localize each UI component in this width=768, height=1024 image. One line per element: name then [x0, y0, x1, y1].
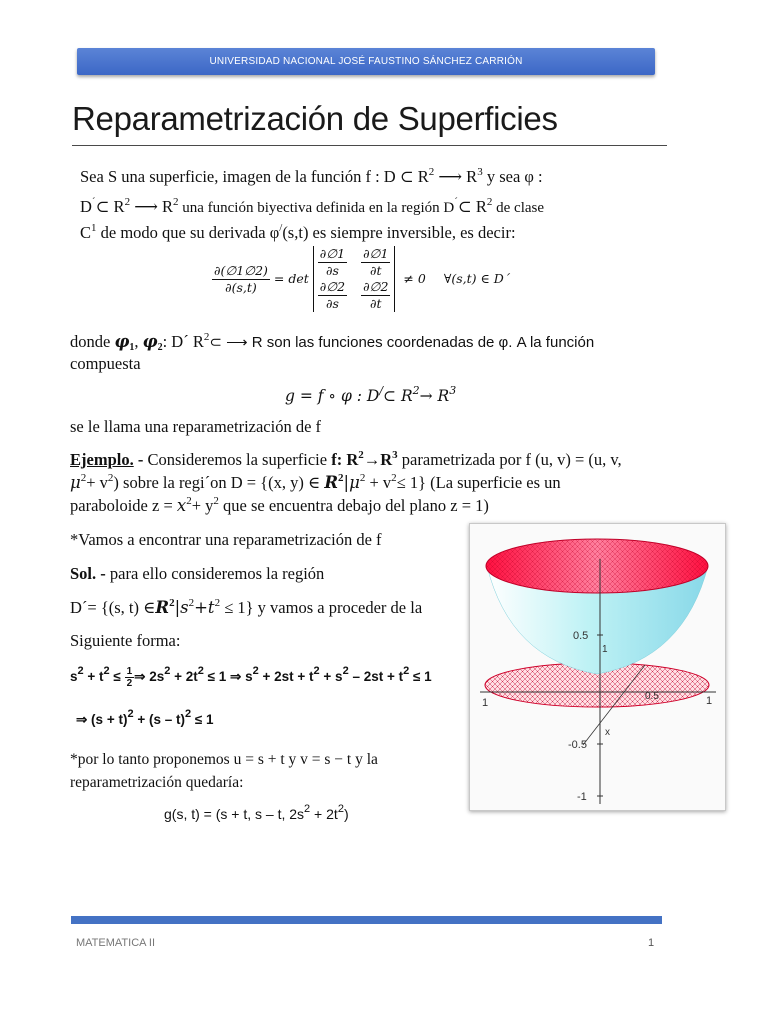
para1-line2: D´⊂ $R^2$ ⟶ $R^2$ una función biyectiva definida en la región D´⊂ $R^2$ de clase: [80, 196, 545, 216]
proponemos-line1: *por lo tanto proponemos u = s + t y v = s − t y la: [70, 751, 378, 768]
dregion-line: D´= {(s, t) $\in R^2|s^2+t^2 \le 1$} y vamos a proceder de la: [70, 597, 423, 617]
g-formula: g(s, t) = (s + t, s – t, $2s^2 + 2t^2$): [164, 803, 349, 822]
tick-neg1: -1: [577, 791, 587, 803]
para3: se le llama una reparametrización de f: [70, 417, 322, 436]
tick-1-right: 1: [706, 695, 713, 707]
tick-0-5: 0.5: [573, 630, 589, 642]
paraboloid-plot: [470, 524, 725, 810]
composition-formula: g = f ∘ φ : D/⊂ $R^2\to R^3$: [285, 384, 457, 405]
footer-bar: [71, 916, 662, 924]
axis-label-x: x: [605, 727, 610, 738]
determinant-matrix: $\frac{\partial\emptyset 1}{\partial s}$ $\frac{\partial\emptyset 1}{\partial t}$ $\frac{\partial\emptyset 2}{\partial s}$ $\frac{\partial\emptyset 2}{\partial t}$: [313, 246, 396, 312]
siguiente-text: Siguiente forma:: [70, 631, 181, 650]
example-line3: paraboloide $z = x^2+ y^2$ que se encuentra debajo del plano z = 1): [70, 495, 489, 515]
inequality-2: ⇒ $(s + t)^2 + (s - t)^2 \le 1$: [76, 708, 214, 727]
para1-line3: $C^1$ de modo que su derivada φ/(s,t) es siempre inversible, es decir:: [80, 222, 516, 242]
tick-1-left: 1: [482, 697, 489, 709]
para2-line2: compuesta: [70, 354, 141, 373]
tick-0-5-x: 0.5: [645, 691, 659, 702]
tick-neg0-5: -0.5: [568, 739, 587, 751]
jacobian-lhs: $\frac{\partial(\emptyset 1\emptyset 2)}{\partial(s,t)}$: [214, 262, 268, 295]
header-banner: [77, 48, 655, 75]
sol-line: Sol. - para ello consideremos la región: [70, 564, 325, 583]
inequality-1: $s^2 + t^2$ ≤ $\frac{1}{2}$ ⇒ $2s^2 + 2t^2 \le 1$ ⇒ $s^2 + 2st + t^2 + s^2 - 2st + t^2 \le 1$: [70, 665, 432, 689]
vamos-text: *Vamos a encontrar una reparametrización de f: [70, 530, 382, 549]
university-name: UNIVERSIDAD NACIONAL JOSÉ FAUSTINO SÁNCHEZ CARRIÓN: [209, 56, 523, 67]
para2-line1: donde $\varphi_1$, $\varphi_2$: D´ $R^2\subset$ ⟶ R son las funciones coordenadas de φ. A la función: [70, 331, 595, 353]
tick-1-z: 1: [602, 644, 608, 655]
example-line2: $\mu^2+ v^2$) sobre la regi´on D = {(x, y) ∈ $R^2|\mu^2 + v^2\le 1$} (La superficie es un: [70, 472, 561, 492]
title-underline: [72, 145, 667, 146]
jacobian-formula: $\frac{\partial(\emptyset 1\emptyset 2)}{\partial(s,t)}$ = det $\frac{\partial\emptyset 1}{\partial s}$ $\frac{\partial\emptyset 1}{\partial t}$ $\frac{\partial\emptyset 2}{\partial s}$ $\frac{\partial\emptyset 2}{\partial t}$ ≠ 0 ∀(s,t) ∈ D´: [214, 246, 510, 311]
proponemos-line2: reparametrización quedaría:: [70, 774, 244, 791]
page-number: 1: [648, 937, 655, 949]
para1-line1: Sea S una superficie, imagen de la función f : D ⊂ $R^2$ ⟶ $R^3$ y sea φ :: [80, 166, 543, 186]
page-title: Reparametrización de Superficies: [72, 100, 558, 137]
paraboloid-figure: [469, 523, 726, 811]
example-line1: Ejemplo. - Consideremos la superficie f: $R^2\to R^3$ parametrizada por f (u, v) = (u, v,: [70, 449, 622, 469]
footer-course: MATEMATICA II: [76, 937, 156, 949]
